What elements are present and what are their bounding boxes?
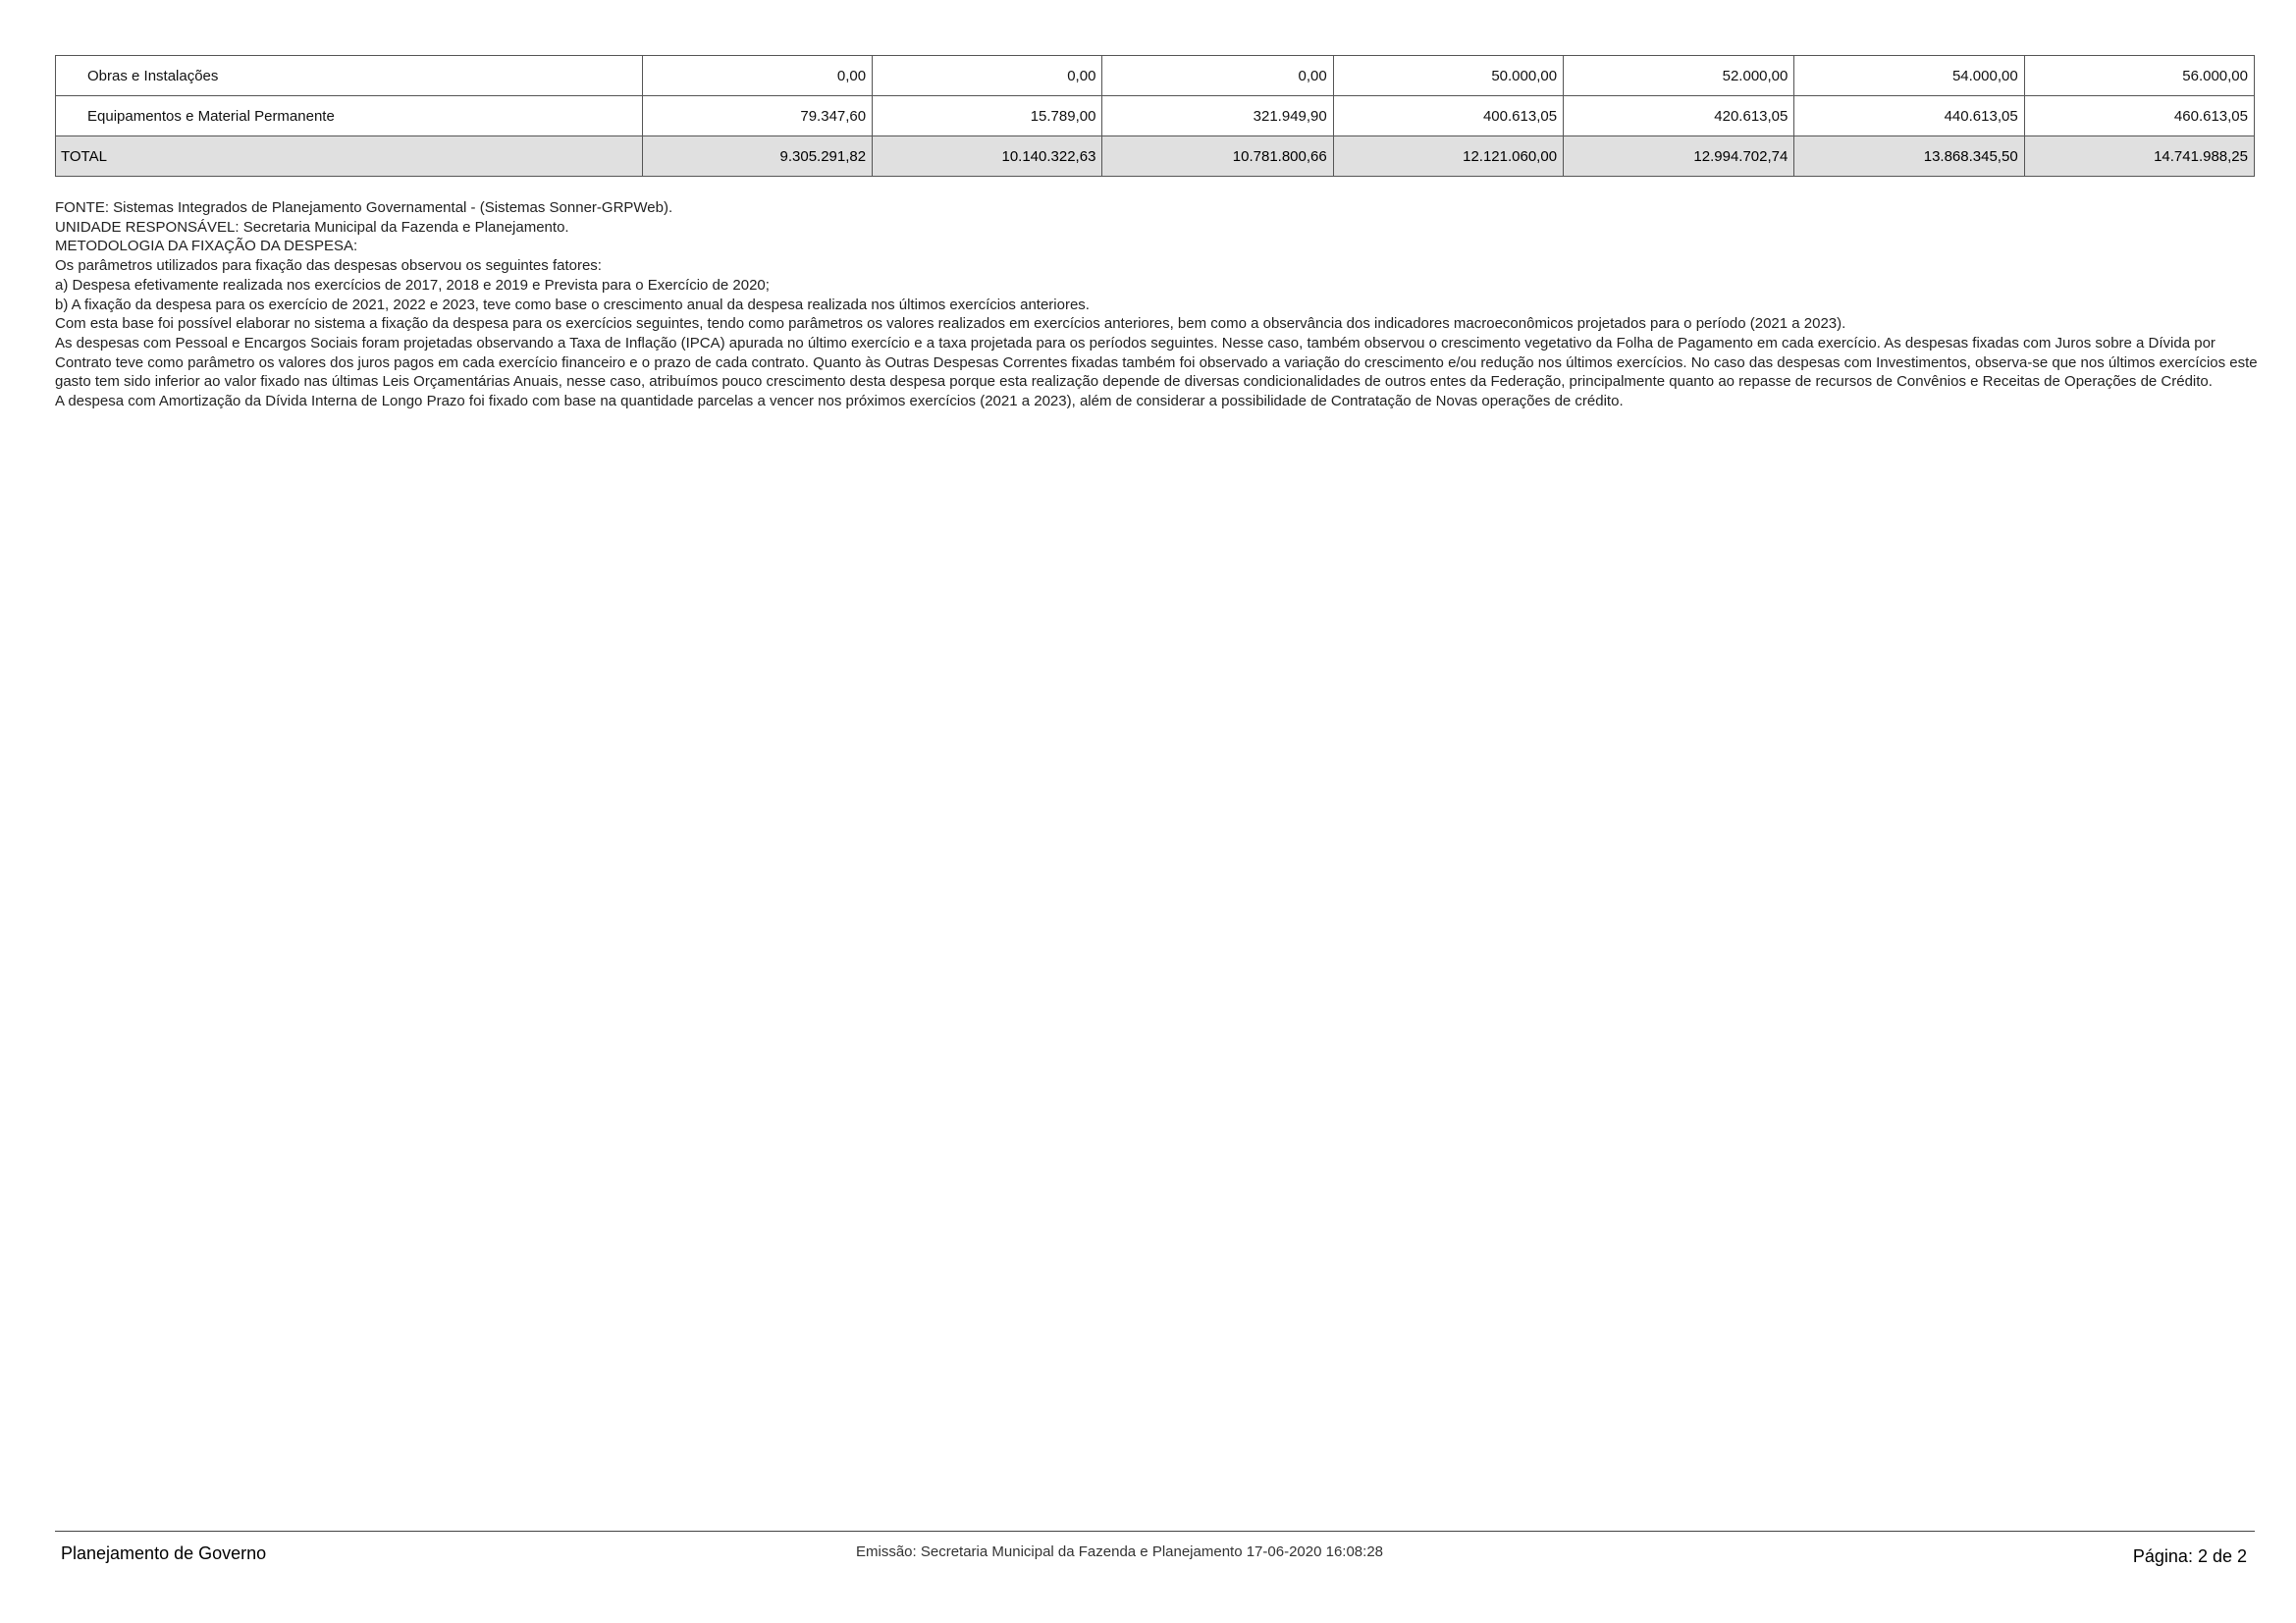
table-cell: 321.949,90 [1102,96,1333,136]
total-cell: 10.140.322,63 [873,136,1102,177]
table-cell: 56.000,00 [2024,56,2254,96]
methodology-notes [55,198,2258,411]
total-cell: 10.781.800,66 [1102,136,1333,177]
footer-divider [55,1531,2255,1532]
footer-emission: Emissão: Secretaria Municipal da Fazenda e Planejamento 17-06-2020 16:08:28 [856,1543,1383,1560]
total-cell: 12.121.060,00 [1333,136,1563,177]
note-responsible-unit: UNIDADE RESPONSÁVEL: Secretaria Municipal da Fazenda e Planejamento. [55,218,569,236]
table-cell: 460.613,05 [2024,96,2254,136]
footer-title: Planejamento de Governo [61,1543,267,1563]
table-cell: 15.789,00 [873,96,1102,136]
note-source: FONTE: Sistemas Integrados de Planejamento Governamental - (Sistemas Sonner-GRPWeb). [55,199,673,216]
total-cell: 12.994.702,74 [1564,136,1794,177]
table-cell: 54.000,00 [1794,56,2024,96]
note-methodology-heading: METODOLOGIA DA FIXAÇÃO DA DESPESA: [55,238,358,255]
total-cell: 9.305.291,82 [642,136,872,177]
table-cell: 440.613,05 [1794,96,2024,136]
page-number: Página: 2 de 2 [2132,1546,2247,1566]
table-cell: 0,00 [642,56,872,96]
table-cell: 400.613,05 [1333,96,1563,136]
table-row-obras [56,56,2255,96]
note-parameters: Os parâmetros utilizados para fixação das despesas observou os seguintes fatores: [55,257,602,275]
expense-table [55,55,2255,177]
row-label: Obras e Instalações [56,56,643,96]
note-item-b: b) A fixação da despesa para os exercício de 2021, 2022 e 2023, teve como base o crescimento anual da despesa realizada nos últimos exercícios anteriores. [55,296,1090,313]
total-cell: 13.868.345,50 [1794,136,2024,177]
table-cell: 0,00 [873,56,1102,96]
table-row-equipamentos [56,96,2255,136]
note-personnel-paragraph: As despesas com Pessoal e Encargos Sociais foram projetadas observando a Taxa de Inflação (IPCA) apurada no último exercício e a taxa projetada para os períodos seguintes. Nesse caso, também observou o crescimento vegetativo da Folha de Pagamento em cada exercício. As despesas fixadas com Juros sobre a Dívida por Contrato teve como parâmetro os valores dos juros pagos em cada exercício financeiro e o prazo de cada contrato. Quanto às Outras Despesas Correntes fixadas também foi observado a variação do crescimento e/ou redução nos últimos exercícios. No caso das despesas com Investimentos, observa-se que nos últimos exercícios este gasto tem sido inferior ao valor fixado nas últimas Leis Orçamentárias Anuais, nesse caso, atribuímos pouco crescimento desta despesa porque esta realização depende de diversas condicionalidades de outros entes da Federação, principalmente quanto ao repasse de recursos de Convênios e Receitas de Operações de Crédito. [55,334,2258,391]
total-label: TOTAL [56,136,643,177]
table-cell: 79.347,60 [642,96,872,136]
note-base-paragraph: Com esta base foi possível elaborar no sistema a fixação da despesa para os exercícios seguintes, tendo como parâmetros os valores realizados em exercícios anteriores, bem como a observância dos indicadores macroeconômicos projetados para o período (2021 a 2023). [55,315,1846,333]
total-cell: 14.741.988,25 [2024,136,2254,177]
table-cell: 420.613,05 [1564,96,1794,136]
table-cell: 0,00 [1102,56,1333,96]
table-row-total [56,136,2255,177]
note-amortization-paragraph: A despesa com Amortização da Dívida Interna de Longo Prazo foi fixado com base na quantidade parcelas a vencer nos próximos exercícios (2021 a 2023), além de considerar a possibilidade de Contratação de Novas operações de crédito. [55,393,1624,410]
table-cell: 50.000,00 [1333,56,1563,96]
table-cell: 52.000,00 [1564,56,1794,96]
row-label: Equipamentos e Material Permanente [56,96,643,136]
note-item-a: a) Despesa efetivamente realizada nos exercícios de 2017, 2018 e 2019 e Prevista para o Exercício de 2020; [55,276,770,294]
